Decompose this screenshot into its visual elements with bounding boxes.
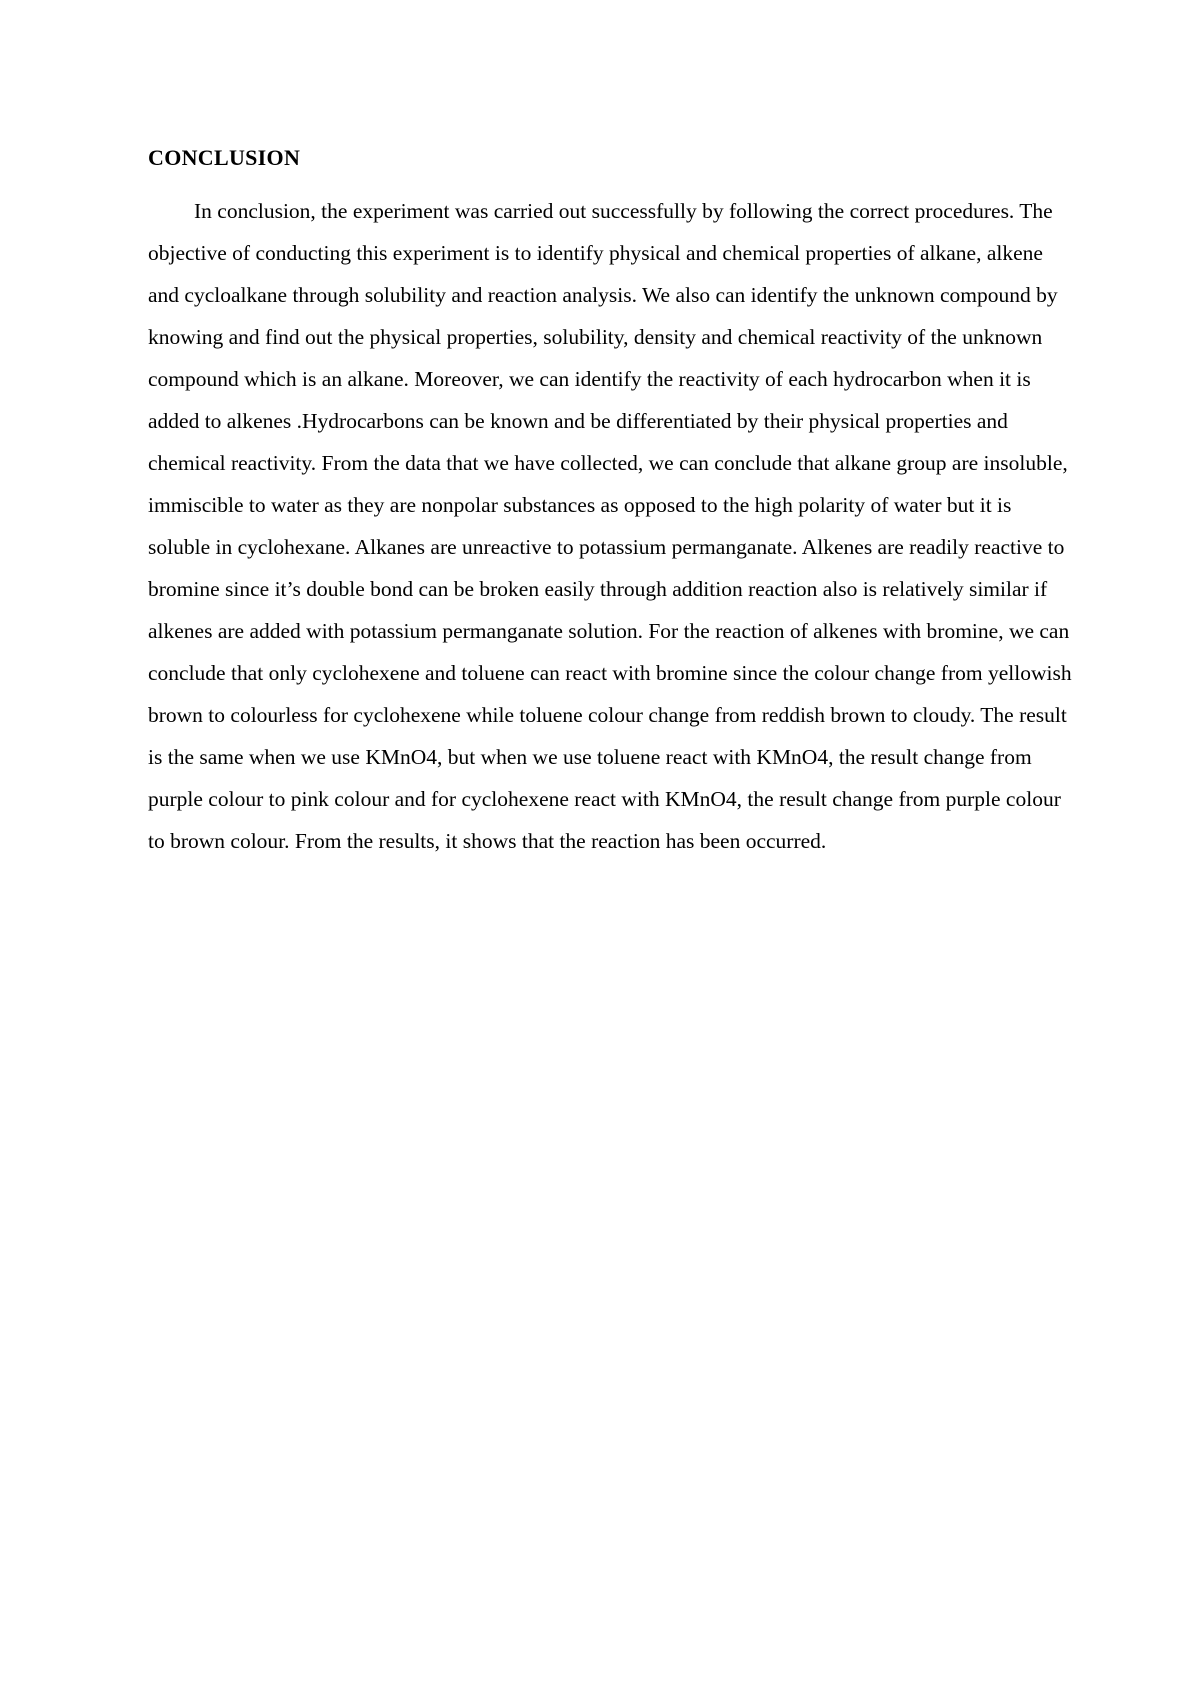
section-heading: CONCLUSION: [148, 145, 301, 170]
conclusion-paragraph: In conclusion, the experiment was carried out successfully by following the correct procedures. The objective of conducting this experiment is to identify physical and chemical properties of alkane, alkene and cycloalkane through solubility and reaction analysis. We also can identify the unknown compound by knowing and find out the physical properties, solubility, density and chemical reactivity of the unknown compound which is an alkane. Moreover, we can identify the reactivity of each hydrocarbon when it is added to alkenes .Hydrocarbons can be known and be differentiated by their physical properties and chemical reactivity. From the data that we have collected, we can conclude that alkane group are insoluble, immiscible to water as they are nonpolar substances as opposed to the high polarity of water but it is soluble in cyclohexane. Alkanes are unreactive to potassium permanganate. Alkenes are readily reactive to bromine since it’s double bond can be broken easily through addition reaction also is relatively similar if alkenes are added with potassium permanganate solution. For the reaction of alkenes with bromine, we can conclude that only cyclohexene and toluene can react with bromine since the colour change from yellowish brown to colourless for cyclohexene while toluene colour change from reddish brown to cloudy. The result is the same when we use KMnO4, but when we use toluene react with KMnO4, the result change from purple colour to pink colour and for cyclohexene react with KMnO4, the result change from purple colour to brown colour. From the results, it shows that the reaction has been occurred.: [148, 199, 1072, 853]
